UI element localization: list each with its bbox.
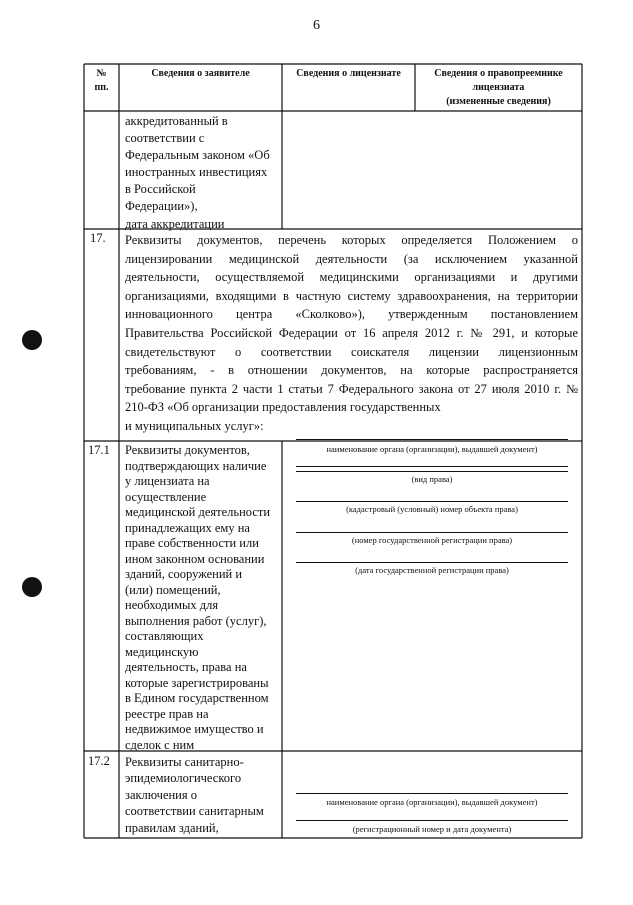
field-line[interactable] xyxy=(296,562,568,563)
row-17-2-text: Реквизиты санитарно- эпидемиологического заключения о соответствии санитарным правилам зданий, xyxy=(125,755,264,835)
field-line[interactable] xyxy=(296,501,568,502)
row-17-1-number: 17.1 xyxy=(88,443,110,457)
field-line xyxy=(296,439,568,440)
field-line[interactable] xyxy=(296,820,568,821)
cont-row-text: аккредитованный в соответствии с Федеральным законом «Об иностранных инвестициях в Российской Федерации»), дата аккредитации xyxy=(125,114,270,231)
field-caption: (номер государственной регистрации права) xyxy=(351,535,513,545)
field-caption: (кадастровый (условный) номер объекта права) xyxy=(346,504,518,514)
field-caption: (дата государственной регистрации права) xyxy=(355,565,509,575)
header-successor: Сведения о правопреемнике лицензиата (измененные сведения) xyxy=(434,68,563,107)
field-caption: (регистрационный номер и дата документа) xyxy=(352,824,512,834)
header-licensee: Сведения о лицензиате xyxy=(296,68,401,79)
field-caption: (вид права) xyxy=(411,474,453,484)
row-17-1-text: Реквизиты документов, подтверждающих наличие у лицензиата на осуществление медицинской деятельности принадлежащих ему на праве собственности или ином законном основании зданий, сооружений и (или) помещений, необходимых для выполнения работ (услуг), составляющих медицинскую деятельность, права на которые зарегистрированы в Едином государственном реестре прав на недвижимое имущество и сделок с ним xyxy=(125,443,271,752)
row-17-text: Реквизиты документов, перечень которых определяется Положением о лицензировании медицинской деятельности (за исключением указанной деятельности, осуществляемой медицинскими организациями и другими организациями, входящими в частную систему здравоохранения, на территории инновационного центра «Сколково»), утвержденным постановлением Правительства Российской Федерации от 16 апреля 2012 г. № 291, и которые свидетельствуют о соответствии соискателя лицензии лицензионным требованиям, - в отношении документов, на которые распространяется требование пункта 2 части 1 статьи 7 Федерального закона от 27 июля 2010 г. № 210-ФЗ «Об организации предоставления государственных и муниципальных услуг»: xyxy=(125,233,578,433)
field-caption: наименование органа (организации), выдавшей документ) xyxy=(326,797,538,807)
header-applicant: Сведения о заявителе xyxy=(151,68,250,79)
header-num: № пп. xyxy=(94,68,109,93)
row-17-number: 17. xyxy=(90,231,106,245)
field-line[interactable] xyxy=(296,532,568,533)
row-17-2-number: 17.2 xyxy=(88,754,110,768)
field-caption: наименование органа (организации), выдавшей документ) xyxy=(326,444,538,454)
field-line[interactable] xyxy=(296,793,568,794)
field-line[interactable] xyxy=(296,466,568,467)
field-line[interactable] xyxy=(296,471,568,472)
page-number: 6 xyxy=(313,18,320,33)
